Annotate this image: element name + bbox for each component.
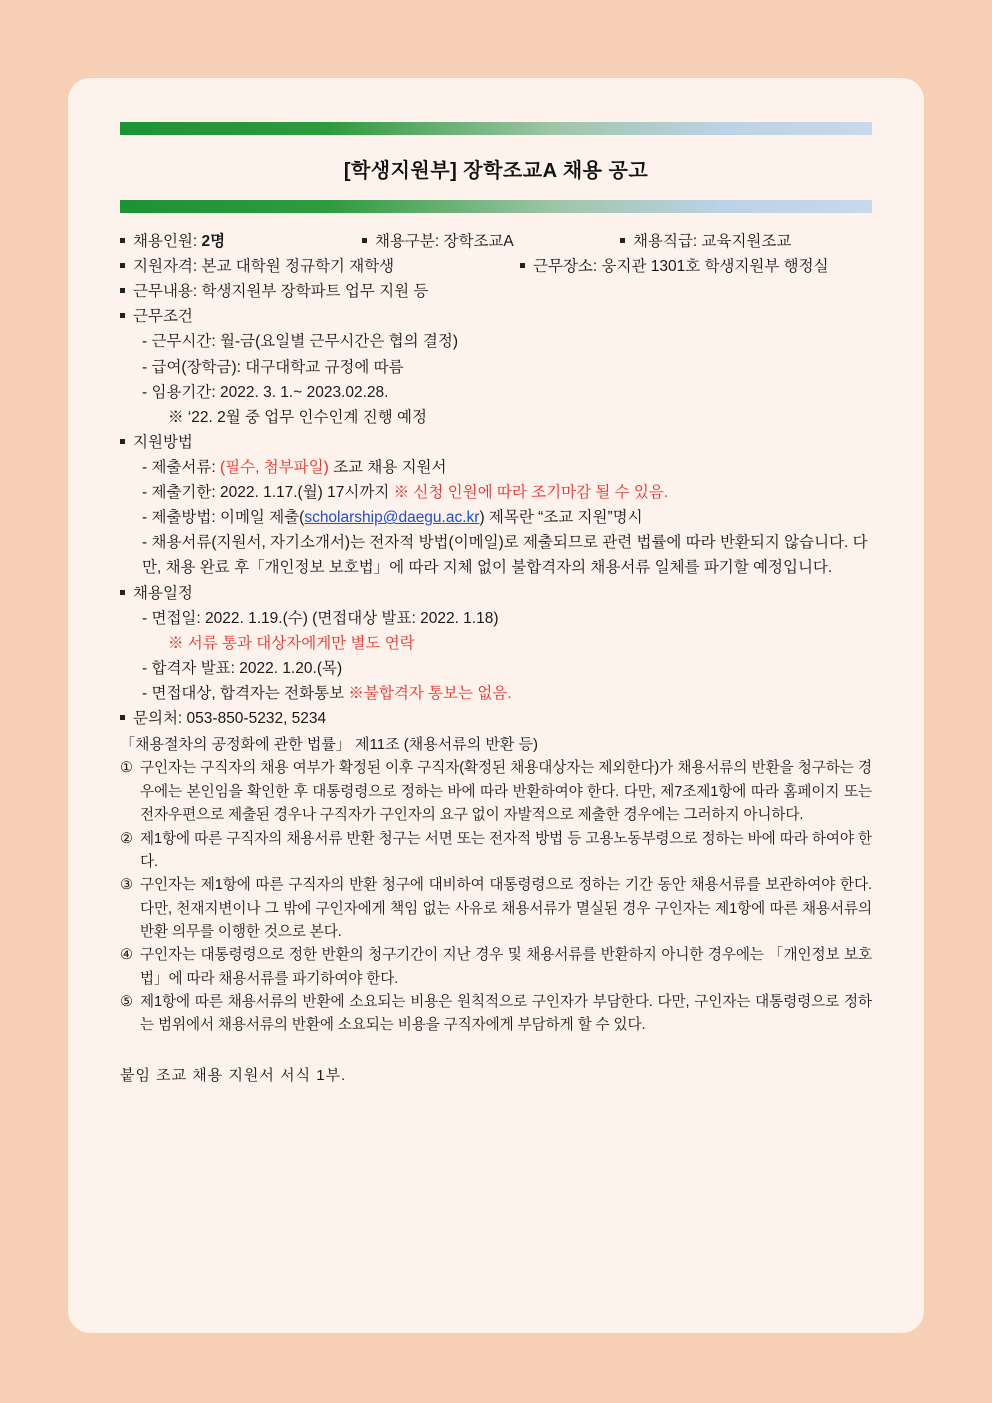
apply-documents-required: (필수, 첨부파일) — [219, 458, 329, 476]
work-condition-hours: - 근무시간: 월-금(요일별 근무시간은 협의 결정) — [142, 333, 459, 351]
apply-heading: 지원방법 — [133, 433, 193, 451]
law-clause-number: ① — [120, 760, 133, 777]
apply-documents — [120, 455, 872, 480]
apply-method-suffix: ) 제목란 “조교 지원”명시 — [479, 509, 643, 527]
apply-deadline-text: - 제출기한: 2022. 1.17.(월) 17시까지 — [142, 484, 390, 502]
apply-documents-prefix: - 제출서류: — [142, 458, 216, 476]
law-clause-text: 제1항에 따른 구직자의 채용서류 반환 청구는 서면 또는 전자적 방법 등 고용노동부령으로 정하는 바에 따라 하여야 한다. — [140, 830, 872, 870]
work-condition-note: ※ ‘22. 2월 중 업무 인수인계 진행 예정 — [168, 408, 427, 426]
row-basic-info — [120, 229, 872, 254]
schedule-contact-note: ※불합격자 통보는 없음. — [348, 684, 512, 702]
inquiry-value: 053-850-5232, 5234 — [186, 710, 327, 728]
schedule-result: - 합격자 발표: 2022. 1.20.(목) — [142, 659, 343, 677]
rank-label: 채용직급: — [633, 233, 698, 250]
field-eligibility — [120, 254, 520, 279]
law-clause — [120, 991, 872, 1038]
field-headcount — [120, 229, 362, 254]
header-bar-bottom — [120, 200, 872, 213]
inquiry-label: 문의처: — [133, 710, 183, 728]
law-clause-text: 구인자는 제1항에 따른 구직자의 반환 청구에 대비하여 대통령령으로 정하는 기간 동안 채용서류를 보관하여야 한다. 다만, 천재지변이나 그 밖에 구인자에게 책임 없는 사유로 채용서류가 멸실된 경우 구인자는 제1항에 따른 채용서류의 반환 의무를 이행한 것으로 본다. — [140, 877, 872, 940]
content — [120, 229, 872, 1088]
apply-email-link[interactable]: scholarship@daegu.ac.kr — [304, 509, 480, 527]
bullet-square-icon — [520, 263, 525, 268]
eligibility-value: 본교 대학원 정규학기 재학생 — [201, 258, 395, 276]
document-body — [120, 122, 872, 1088]
apply-deadline — [120, 480, 872, 505]
bullet-square-icon — [120, 238, 125, 243]
work-conditions-heading: 근무조건 — [133, 308, 193, 326]
bullet-square-icon — [120, 715, 125, 720]
law-clause — [120, 874, 872, 944]
page-title: [학생지원부] 장학조교A 채용 공고 — [343, 160, 649, 182]
type-value: 장학조교A — [443, 233, 514, 250]
eligibility-label: 지원자격: — [133, 258, 198, 276]
section-schedule-heading — [120, 581, 872, 606]
field-rank — [620, 229, 791, 254]
bullet-square-icon — [120, 263, 125, 268]
headcount-value: 2명 — [201, 233, 226, 250]
law-clause — [120, 944, 872, 991]
law-clause-text: 구인자는 대통령령으로 정한 반환의 청구기간이 지난 경우 및 채용서류를 반환하지 아니한 경우에는 「개인정보 보호법」에 따라 채용서류를 파기하여야 한다. — [140, 947, 872, 987]
header-bar-top — [120, 122, 872, 135]
schedule-contact-text: - 면접대상, 합격자는 전화통보 — [142, 684, 345, 702]
row-duties — [120, 279, 872, 304]
headcount-label: 채용인원: — [133, 233, 198, 250]
bullet-square-icon — [120, 288, 125, 293]
law-clause-number: ⑤ — [120, 993, 133, 1010]
document-page — [68, 78, 924, 1333]
schedule-interview: - 면접일: 2022. 1.19.(수) (면접대상 발표: 2022. 1.18) — [142, 609, 499, 627]
workplace-value: 웅지관 1301호 학생지원부 행정실 — [601, 258, 829, 276]
bullet-square-icon — [120, 439, 125, 444]
section-work-conditions-heading — [120, 304, 872, 329]
apply-notice-text: - 채용서류(지원서, 자기소개서)는 전자적 방법(이메일)로 제출되므로 관련 법률에 따라 반환되지 않습니다. 다만, 채용 완료 후「개인정보 보호법」에 따라 지체 없이 불합격자의 채용서류 일체를 파기할 예정입니다. — [142, 534, 868, 577]
bullet-square-icon — [120, 313, 125, 318]
type-label: 채용구분: — [375, 233, 440, 250]
duties-label: 근무내용: — [133, 283, 198, 301]
law-clause-number: ② — [120, 830, 133, 847]
law-clause-number: ③ — [120, 877, 133, 894]
workplace-label: 근무장소: — [533, 258, 598, 276]
schedule-contact — [120, 681, 872, 706]
apply-notice — [120, 530, 872, 580]
bullet-square-icon — [120, 590, 125, 595]
field-type — [362, 229, 620, 254]
apply-method — [120, 505, 872, 530]
work-condition-period: - 임용기간: 2022. 3. 1.~ 2023.02.28. — [142, 383, 389, 401]
law-clause-text: 구인자는 구직자의 채용 여부가 확정된 이후 구직자(확정된 채용대상자는 제외한다)가 채용서류의 반환을 청구하는 경우에는 본인임을 확인한 후 대통령령으로 정하는 바에 따라 반환하여야 한다. 다만, 제7조제1항에 따라 홈페이지 또는 전자우편으로 제출된 경우나 구직자가 구인자의 요구 없이 자발적으로 제출한 경우에는 그러하지 아니하다. — [140, 760, 872, 824]
schedule-interview-note: ※ 서류 통과 대상자에게만 별도 연락 — [168, 634, 415, 652]
row-eligibility-workplace — [120, 254, 872, 279]
section-apply-heading — [120, 430, 872, 455]
apply-method-prefix: - 제출방법: 이메일 제출( — [142, 509, 305, 527]
bullet-square-icon — [620, 238, 625, 243]
field-workplace — [520, 254, 829, 279]
field-duties — [120, 279, 428, 304]
law-title: 「채용절차의 공정화에 관한 법률」 제11조 (채용서류의 반환 등) — [120, 736, 539, 754]
law-clause — [120, 757, 872, 827]
apply-deadline-note: ※ 신청 인원에 따라 조기마감 될 수 있음. — [393, 484, 669, 502]
law-clause-text: 제1항에 따른 채용서류의 반환에 소요되는 비용은 원칙적으로 구인자가 부담한다. 다만, 구인자는 대통령령으로 정하는 범위에서 채용서류의 반환에 소요되는 비용을 구직자에게 부담하게 할 수 있다. — [140, 993, 872, 1034]
law-clause-number: ④ — [120, 947, 133, 964]
attachment-note: 붙임 조교 채용 지원서 서식 1부. — [120, 1066, 347, 1084]
rank-value: 교육지원조교 — [701, 233, 792, 250]
bullet-square-icon — [362, 238, 367, 243]
apply-documents-rest: 조교 채용 지원서 — [333, 458, 447, 476]
law-clause — [120, 828, 872, 875]
row-inquiry — [120, 706, 872, 731]
duties-value: 학생지원부 장학파트 업무 지원 등 — [201, 283, 429, 301]
schedule-heading: 채용일정 — [133, 584, 193, 602]
work-condition-salary: - 급여(장학금): 대구대학교 규정에 따름 — [142, 358, 404, 376]
